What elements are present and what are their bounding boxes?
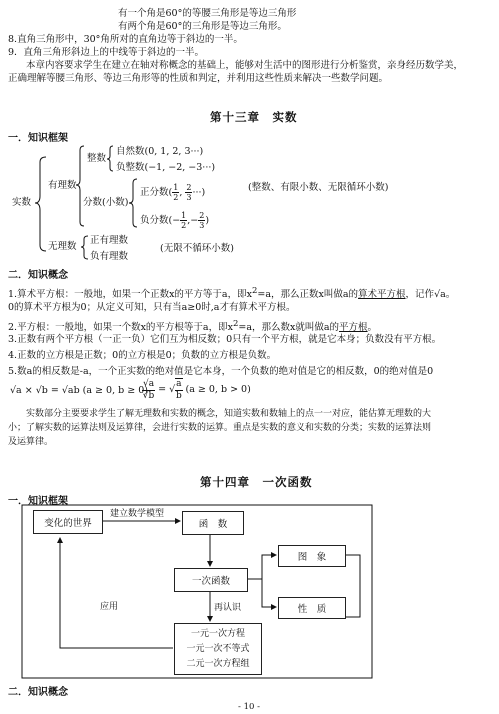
top-line-4: 9．直角三角形斜边上的中线等于斜边的一半。 <box>8 47 205 58</box>
chapter-13-title: 第十三章 实数 <box>210 110 298 124</box>
flow-changing-world: 变化的世界 <box>33 510 103 534</box>
flow-application: 应用 <box>100 602 119 612</box>
tree-positive-fraction: 正分数( $\frac{1}{2}$ , $\frac{2}{3}$ ···) <box>140 183 206 202</box>
page-number: - 10 - <box>238 702 260 712</box>
flow-linear-function: 一次函数 <box>174 568 248 592</box>
flow-re-recognize: 再认识 <box>214 603 242 613</box>
flow-function: 函 数 <box>182 511 244 535</box>
tree-rational: 有理数 <box>48 180 77 191</box>
top-line-1: 有一个角是60°的等腰三角形是等边三角形 <box>118 8 297 19</box>
ch13-para-2: 小；了解实数的运算法则及运算律，会进行实数的运算。重点是实数的意义和实数的分类；实数的运算法则 <box>8 423 432 433</box>
tree-irrational: 无理数 <box>48 241 77 252</box>
top-para-2: 正确理解等腰三角形、等边三角形等的性质和判定，并利用这些性质来解决一些数学问题。 <box>8 73 389 84</box>
ch13-section-concepts: 二．知识概念 <box>8 270 68 281</box>
ch14-section-concepts: 二．知识概念 <box>8 687 68 698</box>
tree-root-real: 实数 <box>12 197 32 208</box>
formula-product: √a × √b = √ab (a ≥ 0, b ≥ 0) <box>10 385 148 396</box>
concept-1: 1.算术平方根：一般地，如果一个正数x的平方等于a，即$x^2=a$，那么正数x叫做a的算术平方根，记作√a。 <box>8 286 456 301</box>
tree-fraction: 分数(小数) <box>83 197 129 208</box>
ch13-para-1: 实数部分主要要求学生了解无理数和实数的概念，知道实数和数轴上的点一一对应，能估算无理数的大 <box>26 409 432 419</box>
concept-2: 2.平方根：一般地，如果一个数x的平方根等于a，即$x^2=a$，那么数x就叫做a的平方根。 <box>8 319 378 334</box>
ch14-section-framework: 一．知识框架 <box>8 496 68 507</box>
concept-3: 3.正数有两个平方根（一正一负）它们互为相反数；0只有一个平方根，就是它本身；负数没有平方根。 <box>8 334 442 345</box>
concept-1-note: 0的算术平方根为0；从定义可知，只有当a≥0时,a才有算术平方根。 <box>8 302 296 313</box>
flow-eq-system: 二元一次方程组 <box>186 658 250 669</box>
concept-4: 4.正数的立方根是正数；0的立方根是0；负数的立方根是负数。 <box>8 350 277 361</box>
top-line-2: 有两个角是60°的三角形是等边三角形。 <box>118 21 287 32</box>
tree-negative-integer: 负整数(−1, −2, −3···) <box>116 162 216 173</box>
ch13-section-framework: 一．知识框架 <box>8 133 68 144</box>
tree-negative-irrational: 负有理数 <box>90 251 129 262</box>
flow-graph: 图 象 <box>278 545 346 567</box>
chapter-14-title: 第十四章 一次函数 <box>200 475 313 489</box>
tree-positive-irrational: 正有理数 <box>90 235 129 246</box>
top-para-1: 本章内容要求学生在建立在轴对称概念的基础上，能够对生活中的图形进行分析鉴赏，亲身经历数学美， <box>26 60 464 71</box>
flow-ineq-linear-one: 一元一次不等式 <box>186 643 250 654</box>
tree-integer: 整数 <box>87 153 107 164</box>
flow-eq-linear-one: 一元一次方程 <box>190 628 245 639</box>
ch13-para-3: 及运算律。 <box>8 437 54 447</box>
flow-equations <box>174 623 262 675</box>
formula-quotient: $\frac{√a}{√b}$ = √ $\frac{a}{b}$ (a ≥ 0, b > 0) <box>142 378 251 401</box>
flow-build-model: 建立数学模型 <box>110 509 165 519</box>
tree-natural: 自然数(0, 1, 2, 3···) <box>116 146 204 157</box>
tree-irrational-note: (无限不循环小数) <box>160 243 234 254</box>
tree-fraction-note: (整数、有限小数、无限循环小数) <box>248 182 389 193</box>
concept-5: 5.数a的相反数是-a，一个正实数的绝对值是它本身，一个负数的绝对值是它的相反数，0的绝对值是0 <box>8 366 434 377</box>
top-line-3: 8.直角三角形中，30°角所对的直角边等于斜边的一半。 <box>8 34 243 45</box>
flow-property: 性 质 <box>278 597 346 619</box>
tree-negative-fraction: 负分数(− $\frac{1}{2}$ ,− $\frac{2}{3}$ ) <box>140 211 210 230</box>
